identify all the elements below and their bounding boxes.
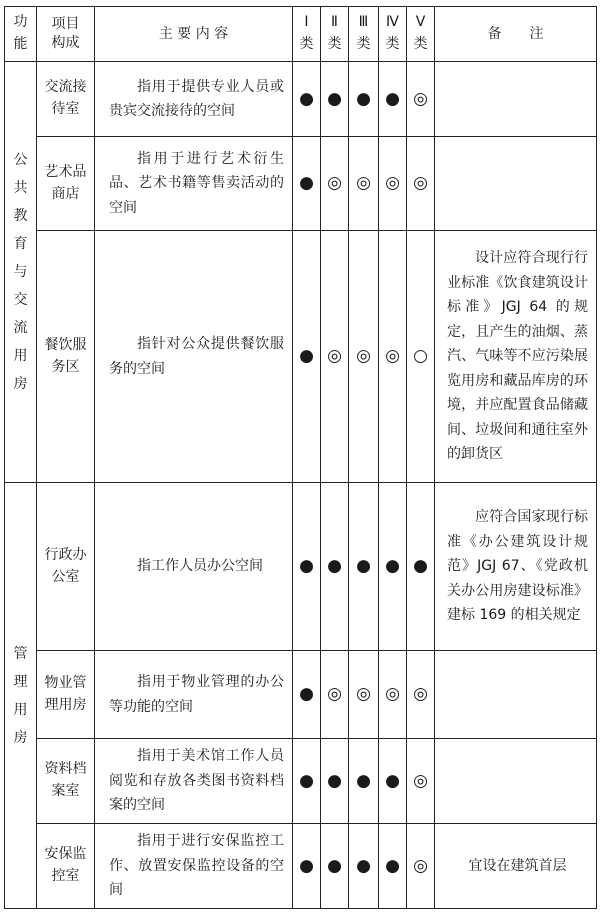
table-row xyxy=(5,739,597,824)
item-remark: 宜设在建筑首层 xyxy=(435,824,597,909)
table-row xyxy=(5,137,597,231)
header-class-5: Ⅴ类 xyxy=(407,7,435,62)
mark-class-4: ● xyxy=(379,739,407,824)
mark-class-5: ◎ xyxy=(407,137,435,231)
mark-class-2: ◎ xyxy=(321,137,349,231)
header-function: 功能 xyxy=(5,7,37,62)
table-row xyxy=(5,651,597,739)
item-name: 餐饮服务区 xyxy=(37,231,95,483)
mark-class-2: ● xyxy=(321,483,349,651)
mark-class-4: ◎ xyxy=(379,651,407,739)
item-remark xyxy=(435,651,597,739)
item-name: 物业管理用房 xyxy=(37,651,95,739)
mark-class-1: ● xyxy=(293,137,321,231)
header-class-3: Ⅲ类 xyxy=(349,7,379,62)
item-content: 指用于提供专业人员或贵宾交流接待的空间 xyxy=(95,62,293,137)
group-management: 管理用房 xyxy=(5,483,37,909)
header-remark: 备 注 xyxy=(435,7,597,62)
table-row xyxy=(5,231,597,483)
mark-class-4: ◎ xyxy=(379,137,407,231)
mark-class-3: ● xyxy=(349,824,379,909)
mark-class-3: ◎ xyxy=(349,651,379,739)
mark-class-3: ● xyxy=(349,483,379,651)
table-row xyxy=(5,824,597,909)
item-content: 指用于进行安保监控工作、放置安保监控设备的空间 xyxy=(95,824,293,909)
header-content: 主 要 内 容 xyxy=(95,7,293,62)
item-name: 交流接待室 xyxy=(37,62,95,137)
mark-class-5: ◎ xyxy=(407,739,435,824)
mark-class-5: ● xyxy=(407,483,435,651)
item-content: 指工作人员办公空间 xyxy=(95,483,293,651)
mark-class-1: ● xyxy=(293,231,321,483)
mark-class-3: ● xyxy=(349,739,379,824)
mark-class-1: ● xyxy=(293,62,321,137)
mark-class-2: ● xyxy=(321,62,349,137)
mark-class-1: ● xyxy=(293,651,321,739)
mark-class-2: ● xyxy=(321,824,349,909)
item-name: 行政办公室 xyxy=(37,483,95,651)
mark-class-4: ◎ xyxy=(379,231,407,483)
item-remark: 设计应符合现行行业标准《饮食建筑设计标准》JGJ 64 的规定，且产生的油烟、蒸汽、气味等不应污染展览用房和藏品库房的环境，并应配置食品储藏间、垃圾间和通往室外的卸货区 xyxy=(435,231,597,483)
header-class-2: Ⅱ类 xyxy=(321,7,349,62)
item-name: 安保监控室 xyxy=(37,824,95,909)
mark-class-3: ◎ xyxy=(349,137,379,231)
item-name: 艺术品商店 xyxy=(37,137,95,231)
table-row xyxy=(5,483,597,651)
mark-class-2: ● xyxy=(321,739,349,824)
mark-class-5: ◎ xyxy=(407,62,435,137)
mark-class-4: ● xyxy=(379,483,407,651)
item-remark xyxy=(435,739,597,824)
item-content: 指针对公众提供餐饮服务的空间 xyxy=(95,231,293,483)
mark-class-2: ◎ xyxy=(321,651,349,739)
item-remark xyxy=(435,62,597,137)
mark-class-4: ● xyxy=(379,824,407,909)
table-row xyxy=(5,62,597,137)
mark-class-3: ◎ xyxy=(349,231,379,483)
function-table xyxy=(4,6,597,909)
header-class-1: Ⅰ类 xyxy=(293,7,321,62)
mark-class-4: ● xyxy=(379,62,407,137)
item-remark xyxy=(435,137,597,231)
mark-class-2: ◎ xyxy=(321,231,349,483)
mark-class-1: ● xyxy=(293,824,321,909)
header-row xyxy=(5,7,597,62)
header-class-4: Ⅳ类 xyxy=(379,7,407,62)
mark-class-3: ● xyxy=(349,62,379,137)
item-remark: 应符合国家现行标准《办公建筑设计规范》JGJ 67、《党政机关办公用房建设标准》建标 169 的相关规定 xyxy=(435,483,597,651)
item-content: 指用于进行艺术衍生品、艺术书籍等售卖活动的空间 xyxy=(95,137,293,231)
item-content: 指用于物业管理的办公等功能的空间 xyxy=(95,651,293,739)
mark-class-5: ○ xyxy=(407,231,435,483)
item-name: 资料档案室 xyxy=(37,739,95,824)
item-content: 指用于美术馆工作人员阅览和存放各类图书资料档案的空间 xyxy=(95,739,293,824)
mark-class-5: ◎ xyxy=(407,824,435,909)
mark-class-1: ● xyxy=(293,739,321,824)
mark-class-1: ● xyxy=(293,483,321,651)
mark-class-5: ◎ xyxy=(407,651,435,739)
group-public-education: 公共教育与交流用房 xyxy=(5,62,37,483)
header-item: 项目构成 xyxy=(37,7,95,62)
